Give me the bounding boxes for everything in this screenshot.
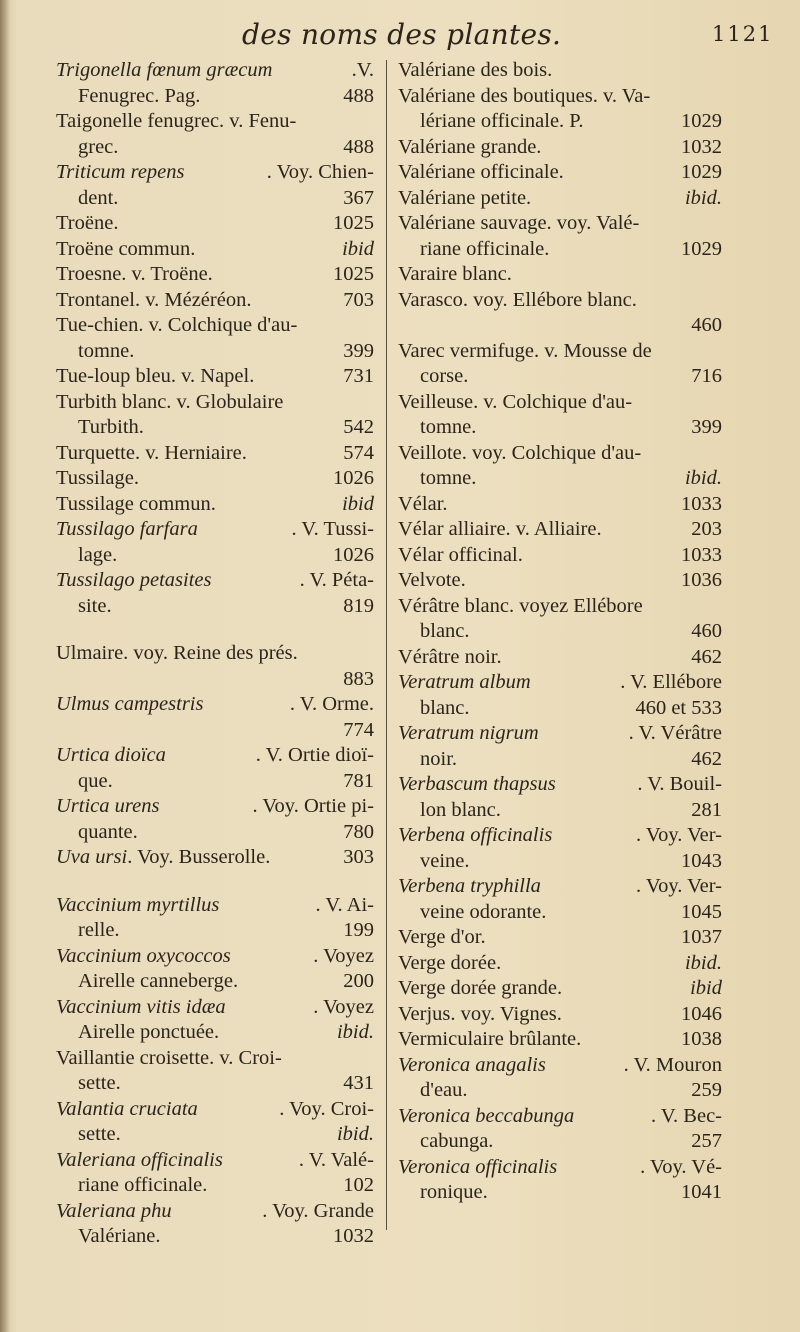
index-entry-line	[56, 1173, 374, 1199]
index-entry-line	[56, 135, 374, 161]
entry-text: Vermiculaire brûlante.	[398, 1028, 582, 1050]
index-entry	[56, 466, 374, 492]
index-entry	[56, 845, 374, 871]
index-entry-line	[398, 1002, 722, 1028]
entry-text: Tussilage.	[56, 467, 139, 489]
index-entry-line: Veronica beccabunga . V. Bec-	[398, 1104, 722, 1127]
index-entry-line: Valeriana phu . Voy. Grande	[56, 1199, 374, 1222]
index-entry-line: Veratrum nigrum . V. Vérâtre	[398, 722, 722, 744]
index-entry-line	[56, 288, 374, 314]
entry-text: Trontanel. v. Mézéréon.	[56, 288, 252, 311]
index-entry	[398, 1155, 722, 1206]
index-entry-line	[56, 820, 374, 846]
page-reference: 780	[343, 820, 374, 843]
running-title: des noms des plantes.	[242, 18, 562, 51]
index-entry	[56, 390, 374, 441]
page-reference: 1029	[681, 237, 722, 260]
entry-text: Vélar officinal.	[398, 543, 523, 566]
index-entry-line	[56, 364, 374, 390]
index-entry-line	[398, 517, 722, 543]
page-reference: 462	[691, 747, 722, 770]
index-entry-line: Turbith blanc. v. Globulaire	[56, 390, 284, 413]
index-entry-line	[398, 798, 722, 824]
page-reference: ibid.	[684, 951, 722, 974]
index-entry-line	[56, 466, 374, 492]
index-entry-line	[398, 1027, 722, 1053]
page-reference: 462	[691, 645, 722, 668]
entry-text: Tussilage commun.	[56, 492, 216, 515]
page-reference: ibid.	[336, 1021, 374, 1043]
entry-text: Verge dorée.	[398, 951, 502, 974]
index-entry	[398, 721, 722, 772]
page-header	[0, 18, 800, 52]
entry-text: cabunga.	[420, 1130, 494, 1152]
index-entry-line	[398, 109, 722, 135]
entry-text: Verge dorée grande.	[398, 977, 563, 999]
page-reference: 488	[343, 84, 374, 107]
index-entry	[398, 594, 722, 645]
entry-text: site.	[78, 594, 112, 617]
entry-text: riane officinale.	[78, 1174, 208, 1196]
entry-text: Velvote.	[398, 569, 466, 591]
entry-text: lon blanc.	[420, 798, 501, 821]
entry-text: Troëne commun.	[56, 237, 196, 260]
page-reference: 819	[343, 594, 374, 617]
index-entry-line: 774	[343, 718, 374, 741]
page-reference: 1033	[681, 492, 722, 515]
page-reference: 781	[343, 769, 374, 792]
entry-text: Valériane.	[78, 1225, 161, 1247]
index-entry-line: Valériane sauvage. voy. Valé-	[398, 212, 640, 234]
index-entry	[56, 568, 374, 619]
index-entry	[56, 944, 374, 995]
index-entry-line	[56, 211, 374, 237]
entry-text: relle.	[78, 919, 120, 941]
index-entry-line	[398, 925, 722, 951]
index-entry	[398, 670, 722, 721]
index-entry	[398, 339, 722, 390]
index-entry	[398, 1002, 722, 1028]
index-entry	[56, 160, 374, 211]
index-entry-line: Tussilago farfara . V. Tussi-	[56, 518, 374, 540]
page-reference: 542	[343, 416, 374, 438]
index-entry-line: Veronica officinalis . Voy. Vé-	[398, 1155, 722, 1178]
entry-text: noir.	[420, 747, 458, 770]
index-entry-line	[398, 951, 722, 977]
page-edge-shadow	[0, 0, 10, 1332]
entry-text: Verjus. voy. Vignes.	[398, 1002, 562, 1025]
entry-text: Verge d'or.	[398, 926, 486, 948]
index-entry	[398, 1027, 722, 1053]
index-entry-line	[56, 237, 374, 263]
index-entry-line	[398, 237, 722, 263]
entry-text: Valériane petite.	[398, 186, 532, 209]
entry-text: que.	[78, 769, 113, 792]
index-entry-line	[398, 696, 722, 722]
index-entry-line: Verbena tryphilla . Voy. Ver-	[398, 875, 722, 897]
index-entry-line	[56, 594, 374, 620]
section-spacer	[56, 619, 374, 641]
index-entry-line: Vaccinium vitis idæa . Voyez	[56, 995, 374, 1018]
page-reference: 1032	[681, 135, 722, 158]
index-entry	[398, 645, 722, 671]
index-entry	[398, 1053, 722, 1104]
index-entry-line	[56, 543, 374, 569]
page-reference: 257	[691, 1130, 722, 1152]
index-entry-line	[56, 492, 374, 518]
page-reference: ibid	[342, 492, 374, 515]
entry-text: veine odorante.	[420, 900, 547, 923]
index-entry	[56, 1097, 374, 1148]
entry-text: Valériane officinale.	[398, 161, 564, 183]
index-entry-line	[398, 747, 722, 773]
index-entry	[398, 823, 722, 874]
entry-text: tomne.	[420, 416, 477, 438]
page-reference: 199	[343, 919, 374, 941]
entry-text: lage.	[78, 543, 118, 566]
entry-text: Fenugrec. Pag.	[78, 84, 201, 107]
index-entry-line: Valantia cruciata . Voy. Croi-	[56, 1097, 374, 1120]
index-entry	[56, 58, 374, 109]
section-spacer	[56, 871, 374, 893]
index-entry-line	[398, 364, 722, 390]
index-entry	[56, 441, 374, 467]
page-reference: 200	[343, 970, 374, 992]
index-entry-line	[56, 415, 374, 441]
entry-text: blanc.	[420, 696, 470, 719]
index-entry-line	[56, 339, 374, 365]
index-entry	[398, 568, 722, 594]
index-entry	[398, 288, 722, 339]
index-entry-line: Urtica dioïca . V. Ortie dioï-	[56, 744, 374, 766]
entry-text: grec.	[78, 135, 119, 158]
index-entry-line	[56, 918, 374, 944]
index-entry-line: Veillote. voy. Colchique d'au-	[398, 441, 642, 464]
index-entry-line	[398, 492, 722, 518]
entry-text: sette.	[78, 1072, 121, 1094]
index-entry-line	[56, 1122, 374, 1148]
page-reference: 1029	[681, 110, 722, 132]
index-entry	[56, 893, 374, 944]
index-entry-line	[56, 262, 374, 288]
index-entry	[398, 951, 722, 977]
entry-text: tomne.	[420, 467, 477, 489]
index-entry-line	[398, 135, 722, 161]
index-entry-line: Tue-chien. v. Colchique d'au-	[56, 314, 298, 336]
index-entry	[398, 84, 722, 135]
index-entry-line: Verbena officinalis . Voy. Ver-	[398, 824, 722, 846]
index-entry	[56, 641, 374, 692]
index-entry-line: Triticum repens . Voy. Chien-	[56, 161, 374, 183]
page-reference: 460 et 533	[635, 696, 722, 719]
index-entry-line	[398, 543, 722, 569]
index-entry-line: Vérâtre blanc. voyez Ellébore	[398, 594, 643, 617]
column-divider	[386, 60, 387, 1230]
page-reference: 731	[343, 365, 374, 387]
entry-text: riane officinale.	[420, 237, 550, 260]
page-reference: 1045	[681, 900, 722, 923]
index-column-right	[398, 58, 722, 1206]
index-entry	[56, 1148, 374, 1199]
index-entry-line: Valeriana officinalis . V. Valé-	[56, 1148, 374, 1171]
index-entry	[398, 517, 722, 543]
index-entry-line	[398, 1180, 722, 1206]
page-reference: 1026	[333, 467, 374, 489]
page-reference: 703	[343, 288, 374, 311]
page-reference: 399	[343, 339, 374, 362]
index-entry-line: Vaccinium myrtillus . V. Ai-	[56, 893, 374, 916]
page-reference: 1032	[333, 1225, 374, 1247]
entry-text: Airelle ponctuée.	[78, 1021, 220, 1043]
page-reference: 716	[691, 365, 722, 387]
page-reference: 1025	[333, 212, 374, 234]
page-reference: 460	[691, 620, 722, 642]
index-entry-line: Verbascum thapsus . V. Bouil-	[398, 773, 722, 795]
page-reference: ibid	[342, 237, 374, 260]
page-reference: 281	[691, 798, 722, 821]
index-entry	[398, 874, 722, 925]
index-entry-line	[398, 160, 722, 186]
page-reference: 488	[343, 135, 374, 158]
index-entry	[56, 692, 374, 743]
index-entry	[56, 1199, 374, 1250]
page-reference: 1046	[681, 1002, 722, 1025]
page-reference: 399	[691, 416, 722, 438]
entry-text: lériane officinale. P.	[420, 110, 584, 132]
index-entry	[56, 995, 374, 1046]
entry-text: Valériane grande.	[398, 135, 542, 158]
index-entry	[56, 109, 374, 160]
index-entry-line	[398, 619, 722, 645]
index-entry-line: Veronica anagalis . V. Mouron	[398, 1053, 722, 1076]
page-reference: 102	[343, 1174, 374, 1196]
page-reference: 203	[691, 518, 722, 540]
page-reference: 1037	[681, 926, 722, 948]
entry-text: Tue-loup bleu. v. Napel.	[56, 365, 255, 387]
index-entry-line	[398, 415, 722, 441]
entry-text: Turbith.	[78, 416, 144, 438]
index-entry	[398, 976, 722, 1002]
index-entry-line: Tussilago petasites . V. Péta-	[56, 569, 374, 591]
index-entry-line	[398, 186, 722, 212]
index-entry-line	[398, 849, 722, 875]
index-entry	[56, 1046, 374, 1097]
index-entry	[398, 211, 722, 262]
index-entry-line	[398, 568, 722, 594]
page-reference: 1033	[681, 543, 722, 566]
entry-text: sette.	[78, 1123, 121, 1145]
index-entry-line: Varec vermifuge. v. Mousse de	[398, 339, 652, 362]
index-entry	[398, 492, 722, 518]
page-reference: 574	[343, 441, 374, 464]
entry-text: dent.	[78, 186, 119, 209]
index-entry	[398, 390, 722, 441]
entry-text: d'eau.	[420, 1079, 468, 1101]
page-reference: 1041	[681, 1181, 722, 1203]
index-entry-line	[56, 1020, 374, 1046]
page-reference: 1026	[333, 543, 374, 566]
index-entry	[398, 543, 722, 569]
index-entry-line: Valériane des boutiques. v. Va-	[398, 84, 651, 107]
index-entry	[56, 211, 374, 237]
page-reference: 1038	[681, 1028, 722, 1050]
index-entry-line	[56, 441, 374, 467]
page-number: 1121	[712, 22, 774, 46]
index-entry-line	[398, 976, 722, 1002]
index-entry-line	[56, 186, 374, 212]
page-reference: 367	[343, 186, 374, 209]
index-entry-line: Varasco. voy. Ellébore blanc.	[398, 288, 637, 311]
index-entry	[56, 364, 374, 390]
index-entry-line: Ulmus campestris . V. Orme.	[56, 693, 374, 715]
index-entry-line	[398, 466, 722, 492]
index-entry-line	[56, 84, 374, 110]
index-entry-line: Urtica urens . Voy. Ortie pi-	[56, 795, 374, 817]
index-entry	[56, 313, 374, 364]
index-entry	[398, 262, 722, 288]
page-reference: ibid	[690, 977, 722, 999]
index-entry-line: Veilleuse. v. Colchique d'au-	[398, 390, 633, 413]
page-reference: 1043	[681, 849, 722, 872]
index-entry	[56, 517, 374, 568]
index-entry-line	[56, 1071, 374, 1097]
entry-text: corse.	[420, 365, 469, 387]
index-entry	[56, 288, 374, 314]
page-reference: 303	[343, 846, 374, 868]
entry-text: Turquette. v. Herniaire.	[56, 441, 247, 464]
entry-text: Vélar alliaire. v. Alliaire.	[398, 518, 602, 540]
index-entry-line: Veratrum album . V. Ellébore	[398, 671, 722, 693]
index-entry	[56, 743, 374, 794]
index-entry-line	[398, 645, 722, 671]
entry-text: blanc.	[420, 620, 470, 642]
index-entry	[56, 794, 374, 845]
index-entry	[398, 1104, 722, 1155]
entry-text: Vérâtre noir.	[398, 645, 502, 668]
index-entry-line: Trigonella fœnum græcum .V.	[56, 59, 374, 81]
entry-text: Uva ursi. Voy. Busserolle.	[56, 846, 271, 868]
index-entry-line	[398, 900, 722, 926]
page-reference: 1029	[681, 161, 722, 183]
page-reference: ibid.	[336, 1123, 374, 1145]
page-reference: ibid.	[684, 186, 722, 209]
page-reference: 431	[343, 1072, 374, 1094]
index-entry	[398, 135, 722, 161]
entry-text: Vélar.	[398, 492, 448, 515]
page-reference: ibid.	[684, 467, 722, 489]
index-entry	[56, 492, 374, 518]
page-reference: 1025	[333, 263, 374, 285]
entry-text: Troesne. v. Troëne.	[56, 263, 213, 285]
index-entry	[398, 160, 722, 186]
index-column-left	[56, 58, 374, 1250]
entry-text: Airelle canneberge.	[78, 970, 239, 992]
index-entry-line	[398, 1129, 722, 1155]
index-entry	[398, 925, 722, 951]
index-entry-line	[398, 1078, 722, 1104]
index-entry-line: Vaccinium oxycoccos . Voyez	[56, 944, 374, 967]
entry-text: quante.	[78, 820, 138, 843]
index-entry	[56, 262, 374, 288]
entry-text: Troëne.	[56, 212, 119, 234]
index-entry-line	[56, 769, 374, 795]
index-entry-line	[56, 1224, 374, 1250]
index-entry-line: 460	[691, 314, 722, 336]
index-entry	[398, 186, 722, 212]
index-entry	[398, 58, 722, 84]
page-reference: 259	[691, 1079, 722, 1101]
entry-text: ronique.	[420, 1181, 488, 1203]
index-entry-line: Valériane des bois.	[398, 59, 553, 81]
index-entry-line: 883	[343, 667, 374, 690]
index-entry	[398, 772, 722, 823]
index-entry-line	[56, 845, 374, 871]
index-entry-line: Ulmaire. voy. Reine des prés.	[56, 642, 298, 664]
page-reference: 1036	[681, 569, 722, 591]
index-entry-line: Vaillantie croisette. v. Croi-	[56, 1046, 282, 1069]
index-entry	[398, 441, 722, 492]
entry-text: tomne.	[78, 339, 135, 362]
index-entry-line	[56, 969, 374, 995]
index-entry-line: Taigonelle fenugrec. v. Fenu-	[56, 110, 297, 132]
index-entry	[56, 237, 374, 263]
entry-text: veine.	[420, 849, 470, 872]
index-entry-line: Varaire blanc.	[398, 263, 512, 285]
